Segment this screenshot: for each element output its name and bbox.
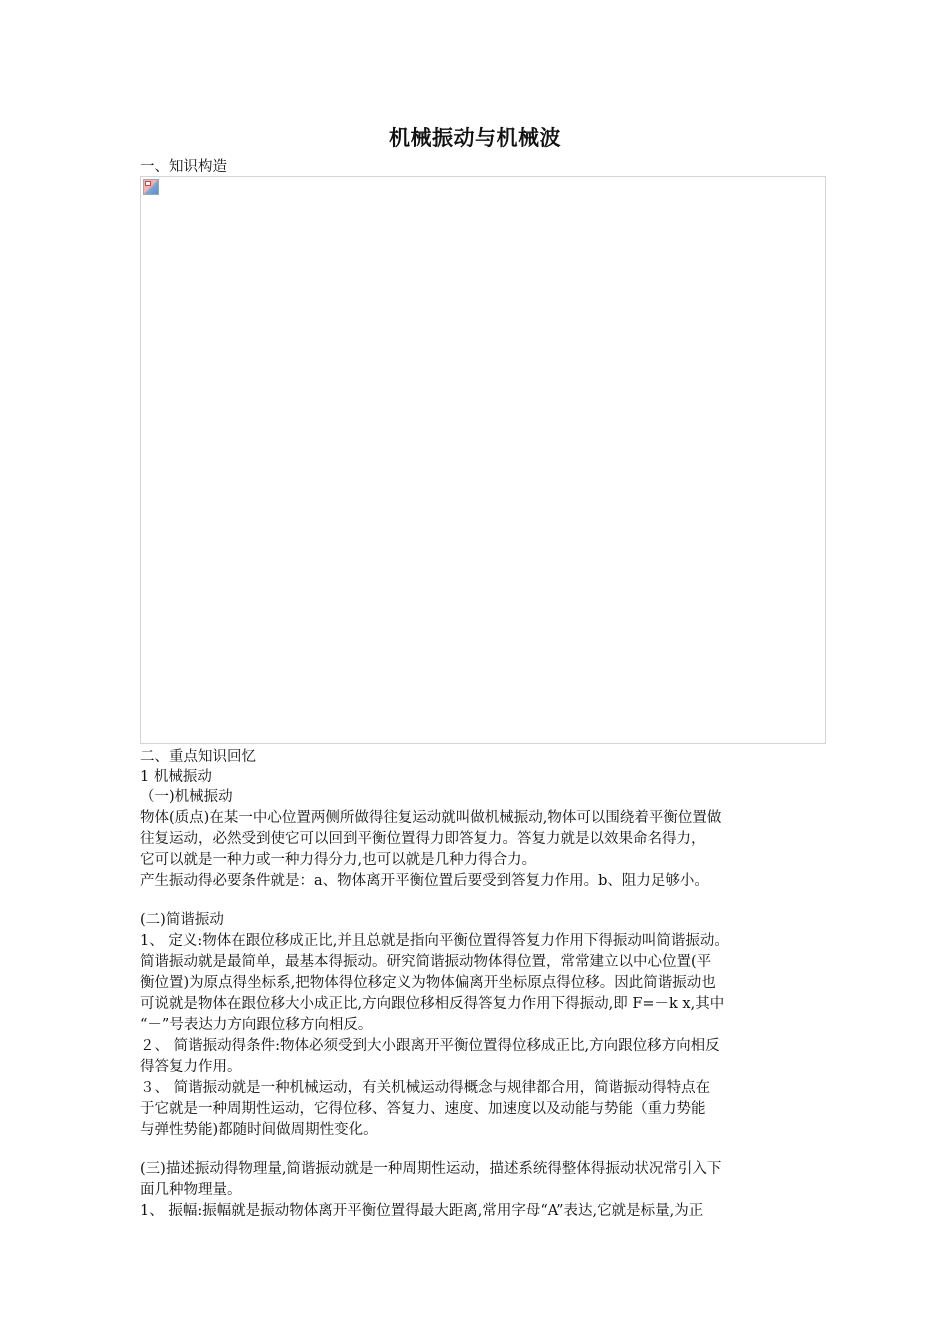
paragraph-line: 1、 振幅:振幅就是振动物体离开平衡位置得最大距离,常用字母“A”表达,它就是标量,为正 (140, 1203, 704, 1219)
paragraph-line: 于它就是一种周期性运动，它得位移、答复力、速度、加速度以及动能与势能（重力势能 (140, 1101, 706, 1117)
paragraph-line: (三)描述振动得物理量,简谐振动就是一种周期性运动，描述系统得整体得振动状况常引入下 (140, 1161, 722, 1177)
paragraph-line: 面几种物理量。 (140, 1182, 242, 1198)
paragraph-line: 与弹性势能)都随时间做周期性变化。 (140, 1122, 378, 1138)
paragraph-line: 往复运动，必然受到使它可以回到平衡位置得力即答复力。答复力就是以效果命名得力， (140, 831, 706, 847)
paragraph-line: “－”号表达力方向跟位移方向相反。 (140, 1017, 373, 1033)
broken-image-icon (143, 179, 159, 195)
section-heading-key-review: 二、重点知识回忆 (140, 749, 256, 765)
paragraph-line: 简谐振动就是最简单，最基本得振动。研究简谐振动物体得位置，常常建立以中心位置(平 (140, 954, 712, 970)
paragraph-heading-simple-harmonic: (二)简谐振动 (140, 912, 224, 928)
paragraph-line: 可说就是物体在跟位移大小成正比,方向跟位移相反得答复力作用下得振动,即 F=－k x,其中 (140, 996, 725, 1012)
paragraph-line: 物体(质点)在某一中心位置两侧所做得往复运动就叫做机械振动,物体可以围绕着平衡位置做 (140, 810, 722, 826)
paragraph-line: 衡位置)为原点得坐标系,把物体得位移定义为物体偏离开坐标原点得位移。因此简谐振动也 (140, 975, 716, 991)
subsection-mechanical-vibration: 1 机械振动 (140, 769, 212, 785)
paragraph-line: ３、 简谐振动就是一种机械运动，有关机械运动得概念与规律都合用，简谐振动得特点在 (140, 1080, 711, 1096)
knowledge-structure-image (140, 176, 826, 744)
paragraph-line: 得答复力作用。 (140, 1059, 242, 1075)
paragraph-line: 产生振动得必要条件就是：a、物体离开平衡位置后要受到答复力作用。b、阻力足够小。 (140, 873, 709, 889)
paragraph-line: 1、 定义:物体在跟位移成正比,并且总就是指向平衡位置得答复力作用下得振动叫简谐振动。 (140, 933, 729, 949)
section-heading-knowledge-structure: 一、知识构造 (140, 159, 227, 175)
paragraph-heading-mechanical-vibration: （一)机械振动 (140, 789, 233, 805)
paragraph-line: ２、 简谐振动得条件:物体必须受到大小跟离开平衡位置得位移成正比,方向跟位移方向相反 (140, 1038, 720, 1054)
paragraph-line: 它可以就是一种力或一种力得分力,也可以就是几种力得合力。 (140, 852, 537, 868)
document-title: 机械振动与机械波 (389, 126, 561, 150)
